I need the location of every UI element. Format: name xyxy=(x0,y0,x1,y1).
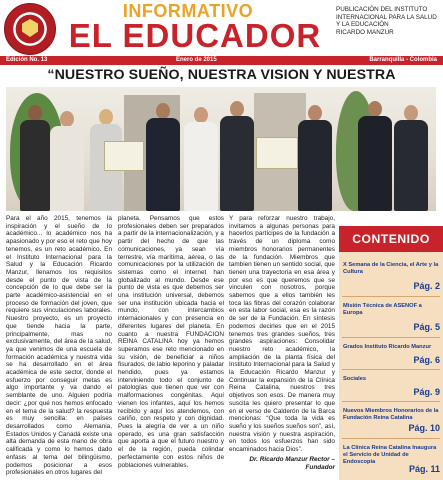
toc-item-page: Pág. 2 xyxy=(413,281,440,291)
article-column-1 xyxy=(6,215,112,477)
toc-item-title[interactable]: Grados Instituto Ricardo Manzur xyxy=(343,344,432,350)
masthead xyxy=(0,0,443,57)
toc-item-page: Pág. 5 xyxy=(413,322,440,332)
toc-item-title[interactable]: X Semana de la Ciencia, el Arte y la Cultura xyxy=(343,262,439,275)
contents-heading: CONTENIDO xyxy=(339,226,443,252)
publisher-info xyxy=(336,6,440,36)
publisher-line: INTERNACIONAL PARA LA SALUD xyxy=(336,13,437,21)
publisher-line: PUBLICACIÓN DEL INSTITUTO xyxy=(336,6,428,13)
article-column-2 xyxy=(118,215,224,469)
edition-bar xyxy=(0,56,443,65)
article-signature: Dr. Ricardo Manzur Rector – Fundador xyxy=(249,455,335,471)
institute-seal-logo xyxy=(4,3,56,55)
toc-item-title[interactable]: La Clínica Reina Catalina Inaugura el Servicio de Unidad de Endoscopia xyxy=(343,445,437,465)
article-text: Y para reforzar nuestro trabajo, invitamos a algunas personas para hacerlos partícipes de la fundación a través de un diploma como miembros honorarios permanentes de la fundación. Miembros que tambien tienen un sentido social, que tienen una trayectoria en esa área y por eso es que queremos que se vinculen con nosotros, porque sabemos que a ellos también les toca las fibras del corazón colaborar en esta labor social, esa es la razón de ser de la Fundación. En síntesis podemos decirles que en el 2015 tenemos tres grandes sueños, tres grandes aspiraciones: Consolidar nuestro reto académico, la ampliación de la planta física del Instituto Internacional para la Salud y la Educación Ricardo Manzur y Continuar la expansión de la Clínica Reina Catalina, nuestros tres objetivos son esos. De manera muy suscita les quiero presentar lo que en el verso de Calderón de la Barca mencionas: “Que toda la vida es sueño y los sueños sueños son”, así, nuestra visión y nuestra aspiración, en todos los esfuerzos han sido encaminados hacia Dios”. xyxy=(229,215,335,454)
toc-item-title[interactable]: Sociales xyxy=(343,376,367,382)
edition-place: Barranquilla - Colombia xyxy=(369,57,437,63)
toc-item-title[interactable]: Misión Técnica de ASENOF a Europa xyxy=(343,303,422,316)
headline: “NUESTRO SUEÑO, NUESTRA VISION Y NUESTRA xyxy=(47,67,396,83)
masthead-overline: INFORMATIVO xyxy=(122,1,254,21)
publisher-line: Y LA EDUCACIÓN xyxy=(336,21,389,29)
edition-date: Enero de 2015 xyxy=(176,57,217,63)
publisher-line: RICARDO MANZUR xyxy=(336,28,394,36)
newspaper-title: EL EDUCADOR xyxy=(68,17,322,54)
article-text: Para el año 2015, tenemos la inspiración y el sueño de lo académico... lo académico nos ha apasionado y por eso el reto que hoy tenemos, es un reto académico. En el Instituto Internacional para la Salud y la Educación Ricardo Manzur, llenamos los requisitos desde el punto de vista de la concepción de lo que debe ser la parte académico-asistencial en el proceso de formación del joven, que requiere sus vinculaciones laborales. Nuestro proyecto, es un proyecto que tiende hacia la parte, principalmente, mas no exclusivamente, del área de la salud, ya que venimos de una escuela de formación académica y nuestra vida se ha desarrollado en el área académica de este sector, donde el esfuerzo por conseguir metas es algo importante y va dando el semblante de uno. Alguien podría decir: ¿por qué nos hemos enfocado en el tema de la salud? la respuesta es muy sencilla: en países desarrollados como Alemania, Estados Unidos y Canadá existe una alta demanda de esta mano de obra calificada y como lo hemos dado enfasis al tema del bilingüismo, podemos posicionar a esos profesionales en otros lugares del xyxy=(6,215,112,477)
article-column-3 xyxy=(229,215,335,471)
toc-item-page: Pág. 6 xyxy=(413,355,440,365)
article-text: planeta. Pensamos que estos profesionales deben ser preparados a partir de la internacionalización, y a partir del hecho de que las comunicaciones, ya sean vía terrestre, vía marítima, aérea, o las comunicaciones por la utilización de sistemas como el internet han globalizado al mundo. Desde ese punto de vista es que debemos ser una institución universal, debemos ser una institución ubicada hacia el mundo, con intercambios internacionales y con presencia en diferentes lugares del planeta. En cuanto a nuestra FUNDACION REINA CATALINA hoy ya hemos superamos ese reto mencionado en su visión, de beneficiar a niños fisurados, de labio leporino y paladar hendido, pues ya estamos interviniendo todo el conjunto de patologías que tienen que ver con malformaciones congénitas. Aquí vienen los infantes, aquí los hemos recibido y aquí los atendemos, con cariño, con respeto y con dignidad. Pues la alegría de ver a un niño operado, es una gran satisfacción que aporta a que el futuro nuestro y el de la región, pueda colindar perfectamente con estos niños de poblaciones vulnerables. xyxy=(118,215,224,469)
toc-item-page: Pág. 9 xyxy=(413,387,440,397)
group-photo xyxy=(6,87,436,211)
contents-box xyxy=(339,226,443,480)
edition-number: Edición No. 13 xyxy=(6,57,48,63)
toc-item-title[interactable]: Nuevos Miembros Honorarios de la Fundación Reina Catalina xyxy=(343,408,439,421)
toc-item-page: Pág. 11 xyxy=(408,464,440,474)
toc-item-page: Pág. 10 xyxy=(408,423,440,433)
